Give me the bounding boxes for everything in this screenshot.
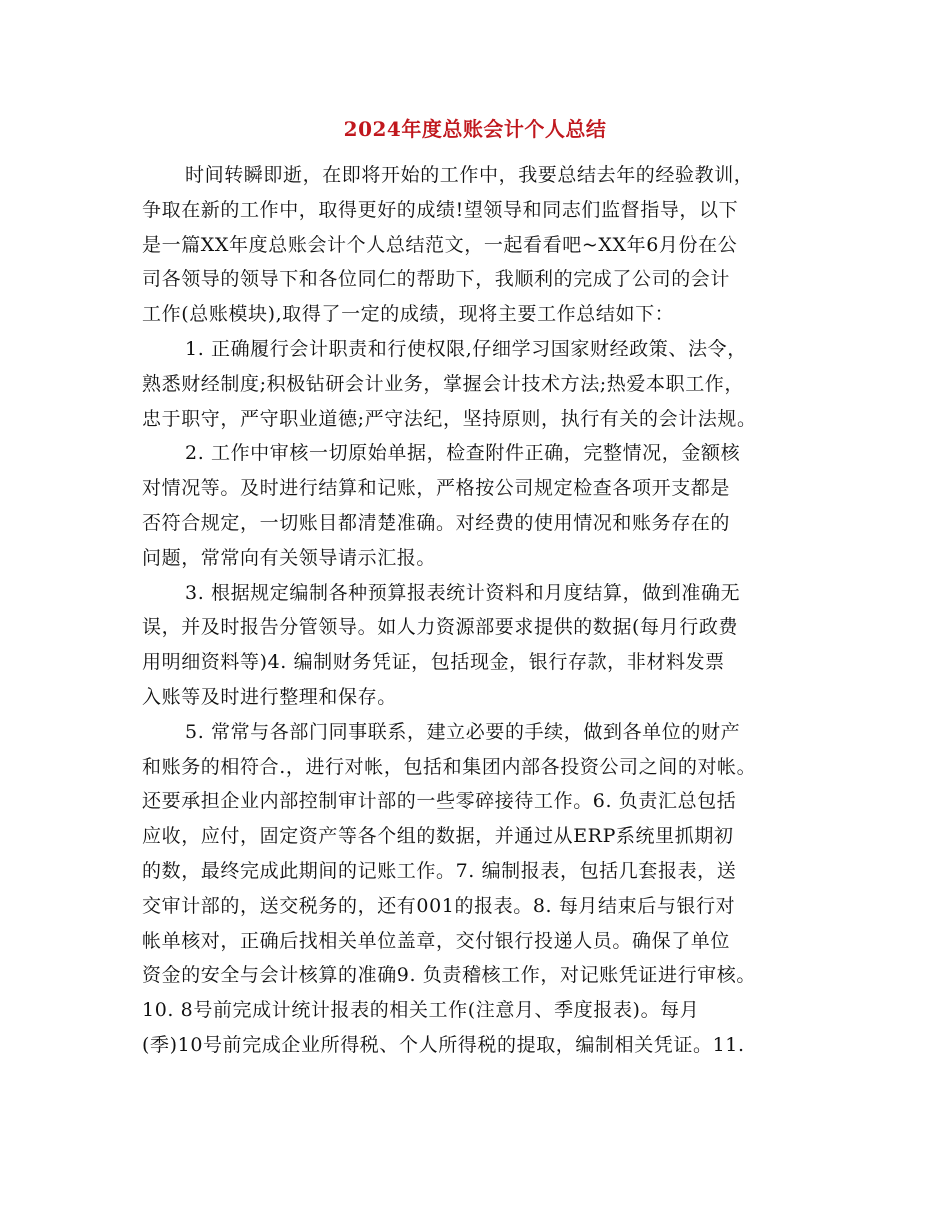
text-line: 司各领导的领导下和各位同仁的帮助下，我顺利的完成了公司的会计 [142,268,731,291]
text-line: (季)10号前完成企业所得税、个人所得税的提取，编制相关凭证。11. [142,1033,745,1056]
text-line: 用明细资料等)4. 编制财务凭证，包括现金，银行存款，非材料发票 [142,651,725,674]
text-line: 和账务的相符合.，进行对帐，包括和集团内部各投资公司之间的对帐。 [142,755,757,778]
text-line: 忠于职守，严守职业道德;严守法纪，坚持原则，执行有关的会计法规。 [142,407,757,430]
text-line: 3. 根据规定编制各种预算报表统计资料和月度结算，做到准确无 [185,581,741,604]
document-body [142,158,822,1063]
text-line: 入账等及时进行整理和保存。 [142,685,397,708]
text-line: 应收，应付，固定资产等各个组的数据，并通过从ERP系统里抓期初 [142,825,734,848]
text-line: 是一篇XX年度总账会计个人总结范文，一起看看吧~XX年6月份在公 [142,233,738,256]
text-line: 5. 常常与各部门同事联系，建立必要的手续，做到各单位的财产 [185,720,741,743]
text-line: 工作(总账模块),取得了一定的成绩，现将主要工作总结如下： [142,303,675,326]
text-line: 交审计部的，送交税务的，还有001的报表。8. 每月结束后与银行对 [142,894,736,917]
text-line: 10. 8号前完成计统计报表的相关工作(注意月、季度报表)。每月 [142,999,700,1022]
text-line: 的数，最终完成此期间的记账工作。7. 编制报表，包括几套报表，送 [142,859,737,882]
text-line: 误，并及时报告分管领导。如人力资源部要求提供的数据(每月行政费 [142,616,739,639]
text-line: 资金的安全与会计核算的准确9. 负责稽核工作，对记账凭证进行审核。 [142,964,756,987]
text-line: 熟悉财经制度;积极钻研会计业务，掌握会计技术方法;热爱本职工作， [142,372,745,395]
text-line: 对情况等。及时进行结算和记账，严格按公司规定检查各项开支都是 [142,477,731,500]
document-title: 2024年度总账会计个人总结 [343,117,607,141]
text-line: 1. 正确履行会计职责和行使权限,仔细学习国家财经政策、法令， [185,337,747,360]
text-line: 还要承担企业内部控制审计部的一些零碎接待工作。6. 负责汇总包括 [142,790,737,813]
text-line: 问题，常常向有关领导请示汇报。 [142,546,437,569]
text-line: 否符合规定，一切账目都清楚准确。对经费的使用情况和账务存在的 [142,511,731,534]
text-line: 帐单核对，正确后找相关单位盖章，交付银行投递人员。确保了单位 [142,929,731,952]
text-line: 争取在新的工作中，取得更好的成绩!望领导和同志们监督指导，以下 [142,198,739,221]
text-line: 2. 工作中审核一切原始单据，检查附件正确，完整情况，金额核 [185,442,741,465]
text-line: 时间转瞬即逝，在即将开始的工作中，我要总结去年的经验教训， [185,164,754,186]
